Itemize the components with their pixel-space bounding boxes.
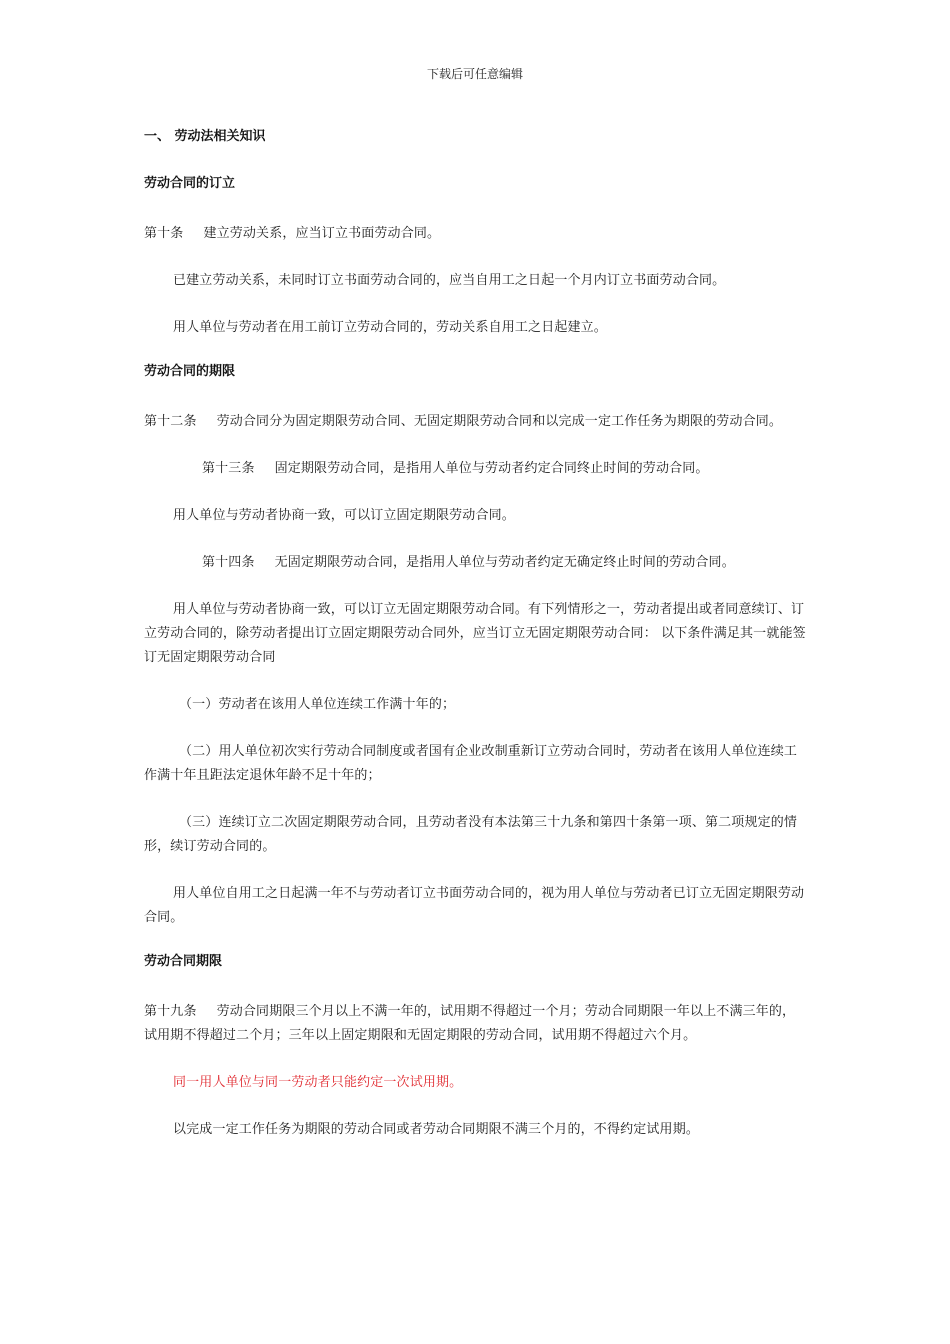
paragraph-written-contract: 已建立劳动关系，未同时订立书面劳动合同的，应当自用工之日起一个月内订立书面劳动合同。 — [173, 273, 726, 288]
subsection-title-conclusion: 劳动合同的订立 — [144, 176, 236, 191]
article-text: 固定期限劳动合同，是指用人单位与劳动者约定合同终止时间的劳动合同。 — [274, 461, 709, 476]
article-text: 建立劳动关系，应当订立书面劳动合同。 — [203, 226, 441, 241]
paragraph-relation-established: 用人单位与劳动者在用工前订立劳动合同的，劳动关系自用工之日起建立。 — [173, 320, 607, 335]
article-13 — [144, 457, 808, 481]
list-item-3: （三）连续订立二次固定期限劳动合同，且劳动者没有本法第三十九条和第四十条第一项、第二项规定的情形，续订劳动合同的。 — [144, 815, 798, 854]
article-number: 第十四条 — [202, 555, 255, 570]
section-title: 一、 劳动法相关知识 — [144, 129, 266, 144]
article-text: 劳动合同分为固定期限劳动合同、无固定期限劳动合同和以完成一定工作任务为期限的劳动合同。 — [216, 414, 783, 429]
paragraph-no-probation: 以完成一定工作任务为期限的劳动合同或者劳动合同期限不满三个月的，不得约定试用期。 — [173, 1122, 700, 1137]
list-item-2: （二）用人单位初次实行劳动合同制度或者国有企业改制重新订立劳动合同时，劳动者在该用人单位连续工作满十年且距法定退休年龄不足十年的； — [144, 744, 798, 783]
article-19 — [144, 1000, 808, 1048]
article-number: 第十二条 — [144, 414, 197, 429]
paragraph-deemed-contract: 用人单位自用工之日起满一年不与劳动者订立书面劳动合同的，视为用人单位与劳动者已订立无固定期限劳动合同。 — [144, 886, 805, 925]
paragraph-fixed-term: 用人单位与劳动者协商一致，可以订立固定期限劳动合同。 — [173, 508, 515, 523]
article-number: 第十条 — [144, 226, 184, 241]
article-text: 无固定期限劳动合同，是指用人单位与劳动者约定无确定终止时间的劳动合同。 — [274, 555, 735, 570]
article-number: 第十三条 — [202, 461, 255, 476]
article-text: 劳动合同期限三个月以上不满一年的，试用期不得超过一个月；劳动合同期限一年以上不满三年的，试用期不得超过二个月；三年以上固定期限和无固定期限的劳动合同，试用期不得超过六个月。 — [144, 1004, 796, 1043]
article-10 — [144, 222, 808, 246]
article-number: 第十九条 — [144, 1004, 197, 1019]
article-14 — [144, 551, 808, 575]
document-body — [144, 128, 808, 1165]
list-item-1: （一）劳动者在该用人单位连续工作满十年的； — [179, 697, 456, 712]
subsection-title-term: 劳动合同的期限 — [144, 364, 236, 379]
paragraph-probation-once-highlight: 同一用人单位与同一劳动者只能约定一次试用期。 — [173, 1075, 463, 1090]
subsection-title-probation: 劳动合同期限 — [144, 954, 223, 969]
paragraph-open-term: 用人单位与劳动者协商一致，可以订立无固定期限劳动合同。有下列情形之一，劳动者提出或者同意续订、订立劳动合同的，除劳动者提出订立固定期限劳动合同外，应当订立无固定期限劳动合同： 以下条件满足其一就能签订无固定期限劳动合同 — [144, 602, 806, 665]
article-12 — [144, 410, 808, 434]
page-header-note: 下载后可任意编辑 — [426, 67, 523, 81]
